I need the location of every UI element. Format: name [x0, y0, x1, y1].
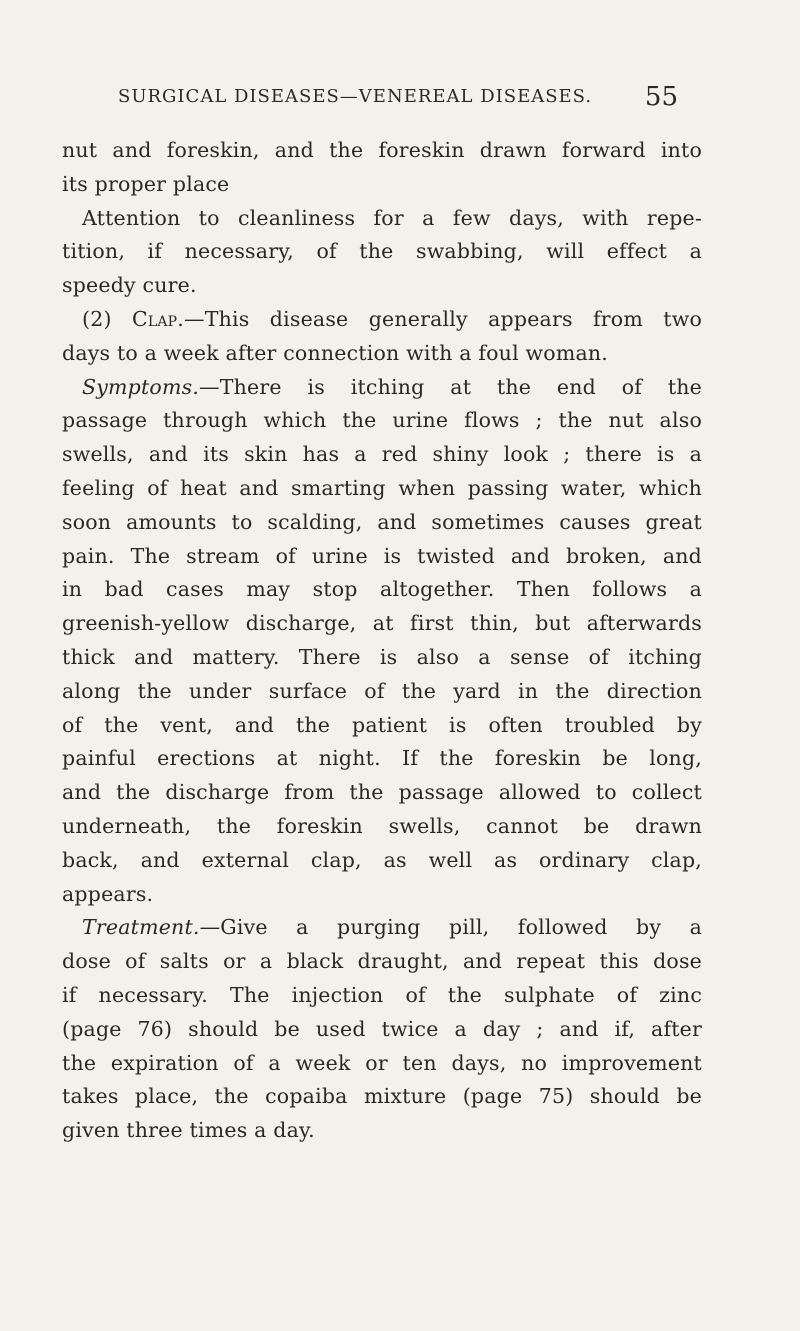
running-head: SURGICAL DISEASES—VENEREAL DISEASES.: [118, 86, 593, 107]
page-number: 55: [644, 82, 678, 112]
text-line: in bad cases may stop altogether. Then follows a: [62, 577, 702, 602]
section-heading-clap: Clap.: [131, 306, 184, 331]
text-line: its proper place: [62, 171, 230, 196]
text-line: (page 76) should be used twice a day ; and if, after: [62, 1016, 702, 1041]
text-line: takes place, the copaiba mixture (page 75) should be: [62, 1084, 702, 1109]
text-line: swells, and its skin has a red shiny look ; there is a: [62, 442, 702, 467]
text-line: along the under surface of the yard in the direction: [62, 678, 702, 703]
text-line: days to a week after connection with a foul woman.: [62, 340, 609, 365]
text-line: pain. The stream of urine is twisted and broken, and: [62, 543, 702, 568]
text-line: tition, if necessary, of the swabbing, will effect a: [62, 239, 702, 264]
text-line: of the vent, and the patient is often troubled by: [62, 712, 702, 737]
subheading-line: Symptoms.—There is itching at the end of the: [82, 374, 702, 399]
text-line: given three times a day.: [62, 1118, 315, 1143]
text-line: Attention to cleanliness for a few days, with repe-: [82, 205, 702, 230]
text-line: passage through which the urine flows ; the nut also: [62, 408, 702, 433]
text-line: back, and external clap, as well as ordinary clap,: [62, 847, 702, 872]
page-header: [118, 82, 678, 116]
text-line: painful erections at night. If the foreskin be long,: [62, 746, 702, 771]
text-line: soon amounts to scalding, and sometimes causes great: [62, 509, 702, 534]
text-line: appears.: [62, 881, 154, 906]
text-line: thick and mattery. There is also a sense of itching: [62, 644, 702, 669]
text-line: the expiration of a week or ten days, no improvement: [62, 1050, 702, 1075]
text-line: speedy cure.: [62, 273, 197, 298]
text-line: if necessary. The injection of the sulphate of zinc: [62, 982, 702, 1007]
body-text: [62, 134, 702, 1148]
text-line: feeling of heat and smarting when passing water, which: [62, 475, 702, 500]
text-line: underneath, the foreskin swells, cannot be drawn: [62, 813, 702, 838]
subheading-treatment: Treatment.: [82, 915, 200, 940]
text-line: greenish-yellow discharge, at first thin, but afterwards: [62, 611, 702, 636]
text-line: nut and foreskin, and the foreskin drawn forward into: [62, 138, 702, 162]
text-line: dose of salts or a black draught, and repeat this dose: [62, 949, 702, 974]
section-heading-line: (2) Clap.—This disease generally appears from two: [82, 306, 703, 331]
text-line: and the discharge from the passage allowed to collect: [62, 780, 702, 805]
subheading-symptoms: Symptoms.: [82, 374, 200, 399]
subheading-line: Treatment.—Give a purging pill, followed by a: [82, 915, 702, 940]
